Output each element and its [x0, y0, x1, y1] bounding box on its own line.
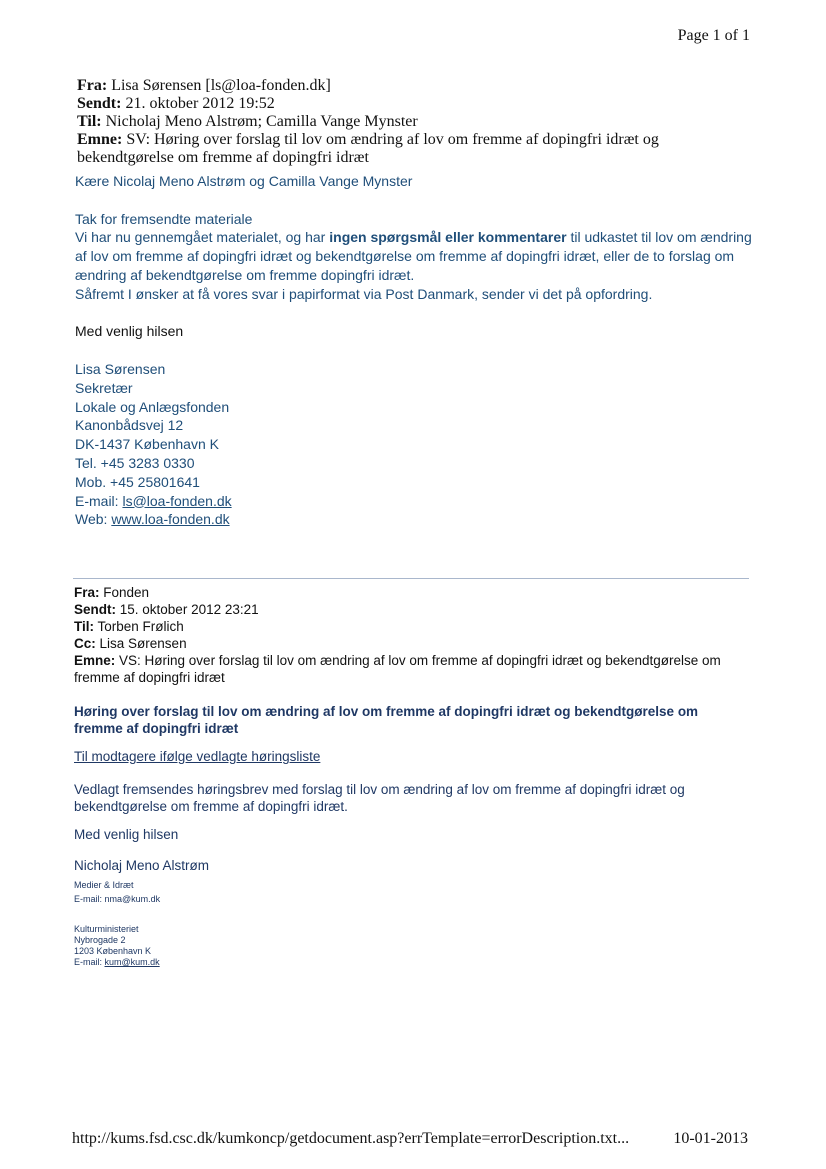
sig-mob: Mob. +45 25801641 [75, 473, 200, 490]
email1-subject: Emne: SV: Høring over forslag til lov om ændring af lov om fremme af dopingfri idræt og bekendtgørelse om fremme af dopingfri idræt [77, 131, 659, 166]
email2-sig-email-link[interactable]: nma@kum.dk [104, 894, 161, 904]
email1-from: Fra: Lisa Sørensen [ls@loa-fonden.dk] [77, 77, 331, 94]
email2-sent: Sendt: 15. oktober 2012 23:21 [74, 602, 259, 617]
email2-subject-heading: Høring over forslag til lov om ændring af lov om fremme af dopingfri idræt og bekendtgørelse om fremme af dopingfri idræt [74, 704, 699, 736]
ministry-email-line: E-mail: kum@kum.dk [74, 957, 160, 967]
email2-recipients-line[interactable]: Til modtagere ifølge vedlagte høringsliste [74, 749, 321, 764]
ministry-name: Kulturministeriet [74, 924, 139, 934]
email2-from: Fra: Fonden [74, 585, 150, 600]
footer-url: http://kums.fsd.csc.dk/kumkoncp/getdocument.asp?errTemplate=errorDescription.txt... [72, 1130, 630, 1147]
email2-header [74, 584, 754, 686]
ministry-street: Nybrogade 2 [74, 935, 126, 945]
email2-sig-name: Nicholaj Meno Alstrøm [74, 858, 210, 873]
email1-paragraph2: Såfremt I ønsker at få vores svar i papirformat via Post Danmark, sender vi det på opfordring. [75, 285, 653, 302]
email1-closing: Med venlig hilsen [75, 323, 184, 340]
page-number: Page 1 of 1 [677, 27, 750, 44]
email2-cc: Cc: Lisa Sørensen [74, 636, 187, 651]
sig-email-link[interactable]: ls@loa-fonden.dk [122, 492, 232, 509]
sig-web-line: Web: www.loa-fonden.dk [75, 511, 230, 528]
email2-sig-email-line: E-mail: nma@kum.dk [74, 894, 161, 904]
ministry-email-link[interactable]: kum@kum.dk [104, 957, 160, 967]
sig-web-link[interactable]: www.loa-fonden.dk [111, 511, 230, 528]
email2-closing: Med venlig hilsen [74, 827, 179, 842]
email1-thanks: Tak for fremsendte materiale [75, 210, 253, 227]
ministry-address [74, 924, 160, 968]
sig-street: Kanonbådsvej 12 [75, 417, 184, 434]
email2-to: Til: Torben Frølich [74, 619, 184, 634]
sig-name: Lisa Sørensen [75, 360, 166, 377]
email1-paragraph: Vi har nu gennemgået materialet, og har ingen spørgsmål eller kommentarer til udkastet til lov om ændring af lov om fremme af dopingfri idræt og bekendtgørelse om fremme af dopingfri idræt, eller de to forslag om ændring af bekendtgørelse om fremme dopingfri idræt. [75, 229, 752, 283]
sig-org: Lokale og Anlægsfonden [75, 398, 230, 415]
message-divider [73, 578, 749, 579]
footer-date: 10-01-2013 [673, 1130, 748, 1147]
email1-signature [75, 360, 755, 529]
email2-sig-details [74, 878, 160, 906]
email2-sig-dept: Medier & Idræt [74, 880, 134, 890]
sig-tel: Tel. +45 3283 0330 [75, 454, 195, 471]
email2-body: Vedlagt fremsendes høringsbrev med forslag til lov om ændring af lov om fremme af dopingfri idræt og bekendtgørelse om fremme af dopingfri idræt. [74, 782, 685, 814]
email1-header [77, 77, 757, 167]
sig-title: Sekretær [75, 379, 133, 396]
email1-salutation: Kære Nicolaj Meno Alstrøm og Camilla Vange Mynster [75, 173, 413, 189]
sig-city: DK-1437 København K [75, 436, 219, 453]
sig-email-line: E-mail: ls@loa-fonden.dk [75, 492, 232, 509]
email1-body [75, 172, 755, 529]
email1-to: Til: Nicholaj Meno Alstrøm; Camilla Vange Mynster [77, 113, 418, 130]
ministry-city: 1203 København K [74, 946, 152, 956]
email2-subject: Emne: VS: Høring over forslag til lov om ændring af lov om fremme af dopingfri idræt og bekendtgørelse om fremme af dopingfri idræt [74, 653, 721, 685]
email1-sent: Sendt: 21. oktober 2012 19:52 [77, 95, 275, 112]
